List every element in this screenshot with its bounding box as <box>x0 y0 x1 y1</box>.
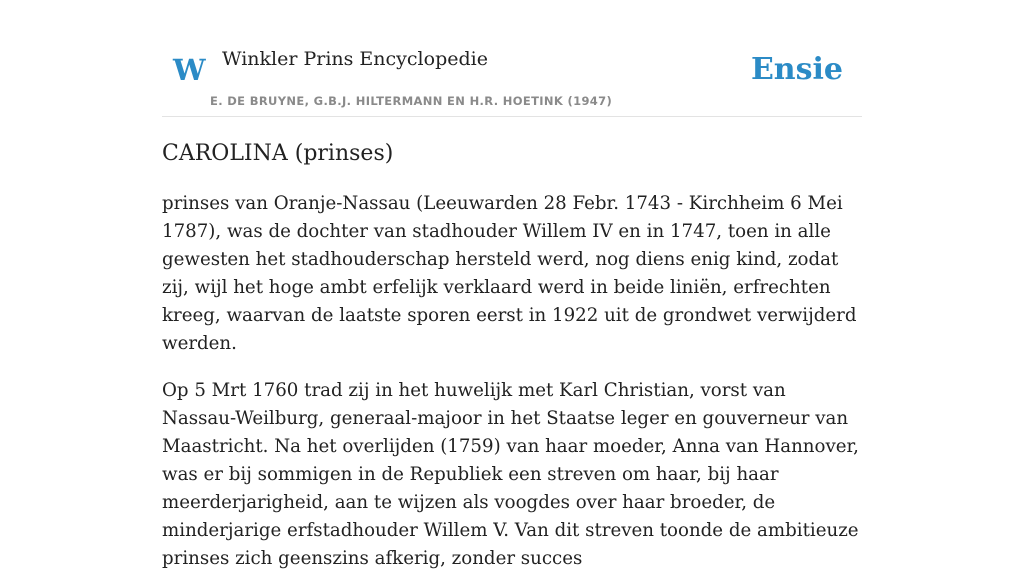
encyclopedia-authors: E. DE BRUYNE, G.B.J. HILTERMANN EN H.R. HOETINK (1947) <box>210 94 613 108</box>
ensie-logo[interactable]: Ensie <box>750 52 843 87</box>
encyclopedia-title[interactable]: Winkler Prins Encyclopedie <box>222 48 488 70</box>
winkler-prins-logo[interactable]: W <box>173 53 206 87</box>
article-paragraph: prinses van Oranje-Nassau (Leeuwarden 28 Febr. 1743 - Kirchheim 6 Mei 1787), was de dochter van stadhouder Willem IV en in 1747, toen in alle gewesten het stadhouderschap hersteld werd, nog diens enig kind, zodat zij, wijl het hoge ambt erfelijk verklaard werd in beide liniën, erfrechten kreeg, waarvan de laatste sporen eerst in 1922 uit de grondwet verwijderd werden. <box>162 193 857 354</box>
article-paragraph: Op 5 Mrt 1760 trad zij in het huwelijk met Karl Christian, vorst van Nassau-Weilburg, generaal-majoor in het Staatse leger en gouverneur van Maastricht. Na het overlijden (1759) van haar moeder, Anna van Hannover, was er bij sommigen in de Republiek een streven om haar, bij haar meerderjarigheid, aan te wijzen als voogdes over haar broeder, de minderjarige erfstadhouder Willem V. Van dit streven toonde de ambitieuze prinses zich geenszins afkerig, zonder succes <box>162 380 859 569</box>
article <box>162 138 862 573</box>
site-header <box>162 0 862 117</box>
article-title: CAROLINA (prinses) <box>162 141 394 166</box>
